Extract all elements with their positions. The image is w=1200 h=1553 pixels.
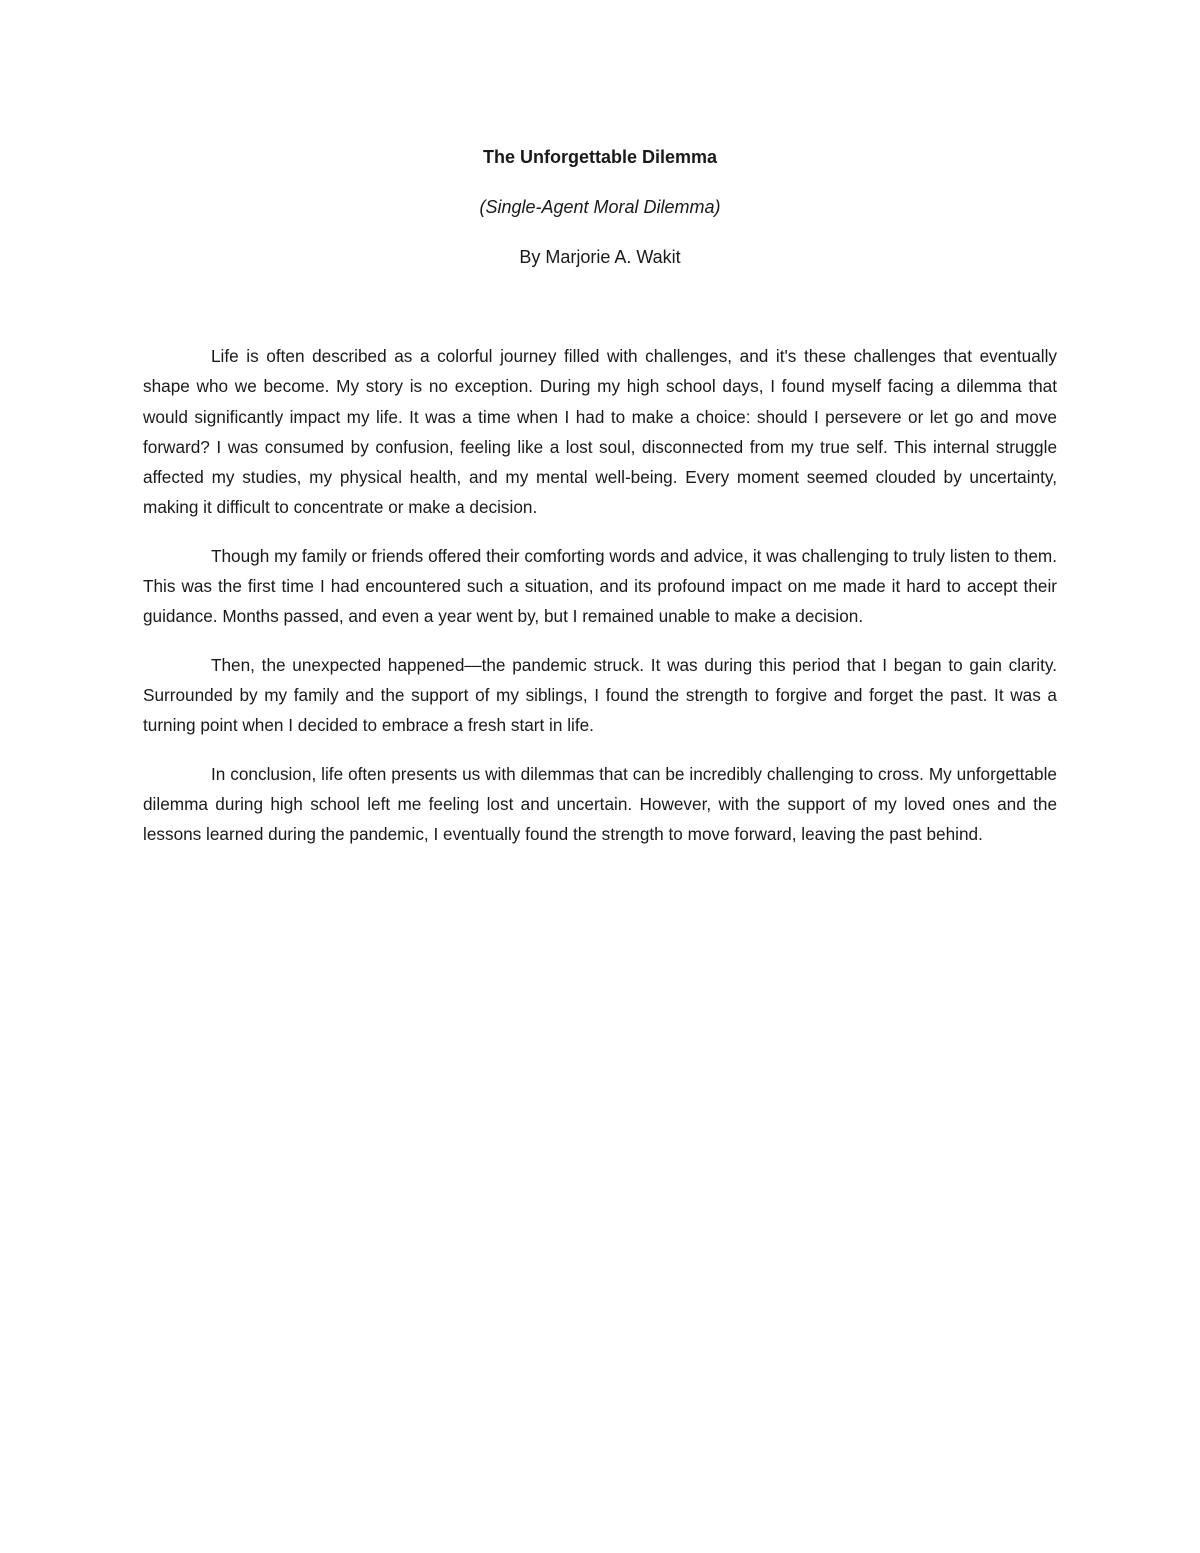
paragraph-1: Life is often described as a colorful journey filled with challenges, and it's these challenges that eventually shape who we become. My story is no exception. During my high school days, I found myself facing a dilemma that would significantly impact my life. It was a time when I had to make a choice: should I persevere or let go and move forward? I was consumed by confusion, feeling like a lost soul, disconnected from my true self. This internal struggle affected my studies, my physical health, and my mental well-being. Every moment seemed clouded by uncertainty, making it difficult to concentrate or make a decision.: [143, 346, 1057, 518]
document-subtitle: (Single-Agent Moral Dilemma): [479, 197, 721, 217]
document-author: By Marjorie A. Wakit: [519, 247, 681, 267]
paragraph-2: Though my family or friends offered their comforting words and advice, it was challenging to truly listen to them. This was the first time I had encountered such a situation, and its profound impact on me made it hard to accept their guidance. Months passed, and even a year went by, but I remained unable to make a decision.: [143, 545, 1057, 627]
paragraph-3: Then, the unexpected happened—the pandemic struck. It was during this period that I began to gain clarity. Surrounded by my family and the support of my siblings, I found the strength to forgive and forget the past. It was a turning point when I decided to embrace a fresh start in life.: [143, 654, 1057, 736]
document-title: The Unforgettable Dilemma: [482, 147, 718, 167]
paragraph-4: In conclusion, life often presents us with dilemmas that can be incredibly challenging to cross. My unforgettable dilemma during high school left me feeling lost and uncertain. However, with the support of my loved ones and the lessons learned during the pandemic, I eventually found the strength to move forward, leaving the past behind.: [143, 763, 1057, 845]
document-body: [143, 341, 1057, 867]
